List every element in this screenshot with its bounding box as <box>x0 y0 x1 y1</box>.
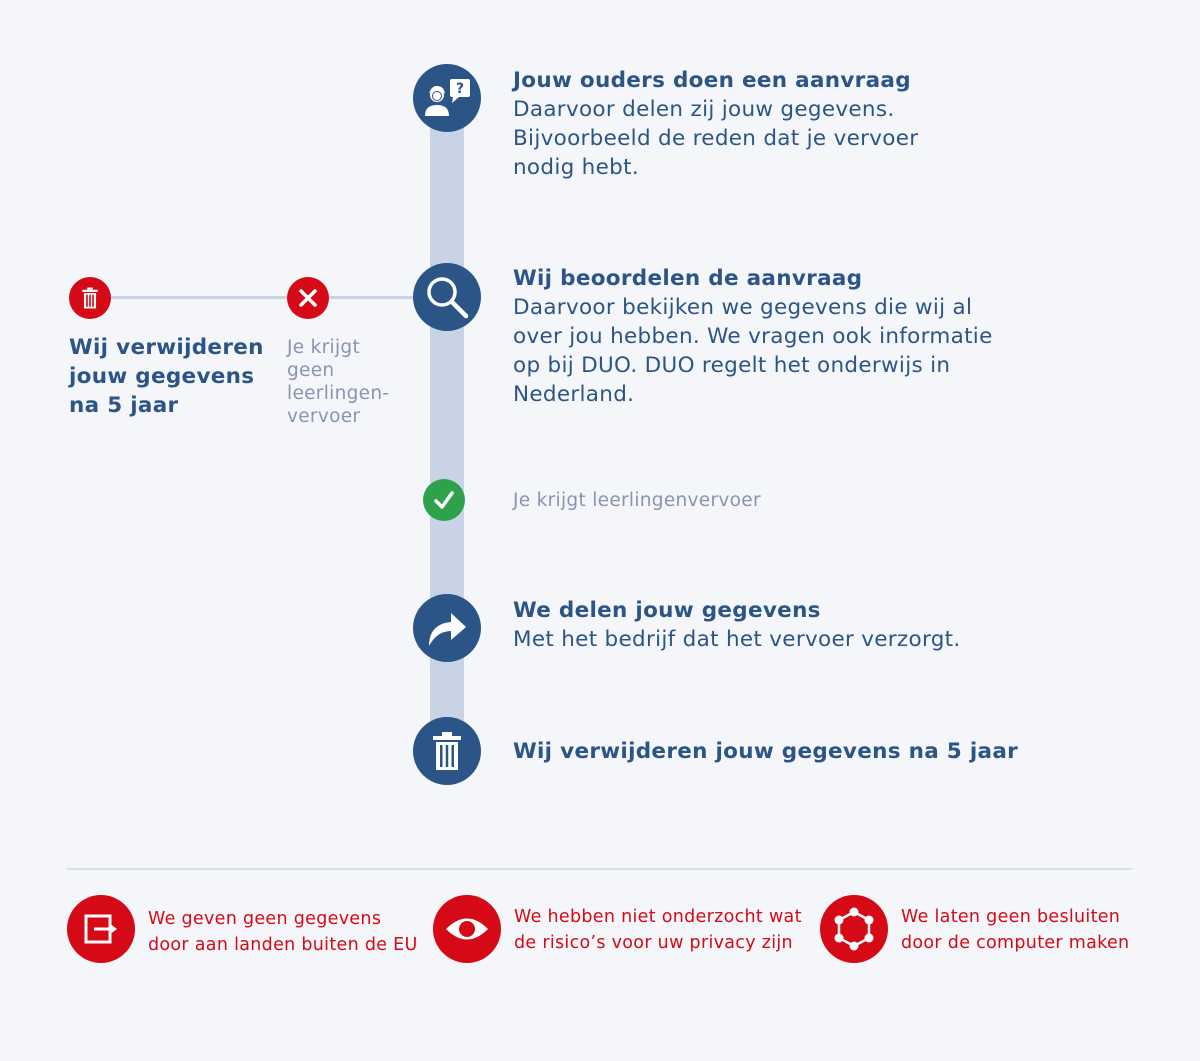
step1-icon-circle <box>413 64 481 132</box>
approved-label: Je krijgt leerlingenvervoer <box>513 490 761 511</box>
footer-divider <box>67 868 1132 870</box>
step2-icon-circle <box>413 263 481 331</box>
footer-network-text <box>901 904 1161 956</box>
step1-desc-line: nodig hebt. <box>513 155 639 180</box>
rejected-icon-circle <box>287 277 329 319</box>
rejected-label-line: leerlingen- <box>287 383 390 404</box>
footer-network-circle <box>820 895 888 963</box>
step2-desc-line: op bij DUO. DUO regelt het onderwijs in <box>513 353 951 378</box>
share-arrow-icon <box>425 608 469 648</box>
footer-export-line: We geven geen gegevens <box>148 909 382 929</box>
branch-delete-title-line: Wij verwijderen <box>69 335 264 360</box>
footer-eye-line: de risico’s voor uw privacy zijn <box>514 933 793 953</box>
branch-delete-icon-circle <box>69 277 111 319</box>
step3-text <box>513 596 1153 654</box>
branch-delete-title <box>69 333 279 420</box>
rejected-label <box>287 336 427 428</box>
trash-icon <box>81 287 99 309</box>
step2-desc-line: Nederland. <box>513 382 635 407</box>
branch-line <box>90 296 447 299</box>
footer-eye-text <box>514 904 814 956</box>
footer-eye-line: We hebben niet onderzocht wat <box>514 907 802 927</box>
magnifier-icon <box>424 274 470 320</box>
rejected-label-line: geen <box>287 360 335 381</box>
parent-question-icon <box>423 78 471 118</box>
step2-text <box>513 264 1153 409</box>
export-icon <box>83 913 119 945</box>
check-icon <box>432 488 456 512</box>
step4-title: Wij verwijderen jouw gegevens na 5 jaar <box>513 739 1019 764</box>
step3-title: We delen jouw gegevens <box>513 598 821 623</box>
step1-title: Jouw ouders doen een aanvraag <box>513 68 911 93</box>
approved-icon-circle <box>423 479 465 521</box>
trash-icon <box>431 731 463 771</box>
branch-delete-title-line: na 5 jaar <box>69 393 179 418</box>
step3-desc-line: Met het bedrijf dat het vervoer verzorgt. <box>513 627 961 652</box>
eye-icon <box>444 914 490 944</box>
step1-desc-line: Bijvoorbeeld de reden dat je vervoer <box>513 126 919 151</box>
footer-network-line: door de computer maken <box>901 933 1130 953</box>
step2-desc-line: over jou hebben. We vragen ook informatie <box>513 324 993 349</box>
step1-text <box>513 66 1153 182</box>
svg-text:?: ? <box>455 81 465 97</box>
step2-desc-line: Daarvoor bekijken we gegevens die wij al <box>513 295 973 320</box>
footer-eye-circle <box>433 895 501 963</box>
rejected-label-line: Je krijgt <box>287 337 361 358</box>
step4-icon-circle <box>413 717 481 785</box>
footer-export-text <box>148 906 428 958</box>
footer-network-line: We laten geen besluiten <box>901 907 1121 927</box>
step1-desc-line: Daarvoor delen zij jouw gegevens. <box>513 97 895 122</box>
branch-delete-title-line: jouw gegevens <box>69 364 255 389</box>
step2-title: Wij beoordelen de aanvraag <box>513 266 863 291</box>
step3-icon-circle <box>413 594 481 662</box>
cross-icon <box>298 288 318 308</box>
rejected-label-line: vervoer <box>287 406 361 427</box>
network-icon <box>832 907 876 951</box>
footer-export-circle <box>67 895 135 963</box>
footer-export-line: door aan landen buiten de EU <box>148 935 418 955</box>
